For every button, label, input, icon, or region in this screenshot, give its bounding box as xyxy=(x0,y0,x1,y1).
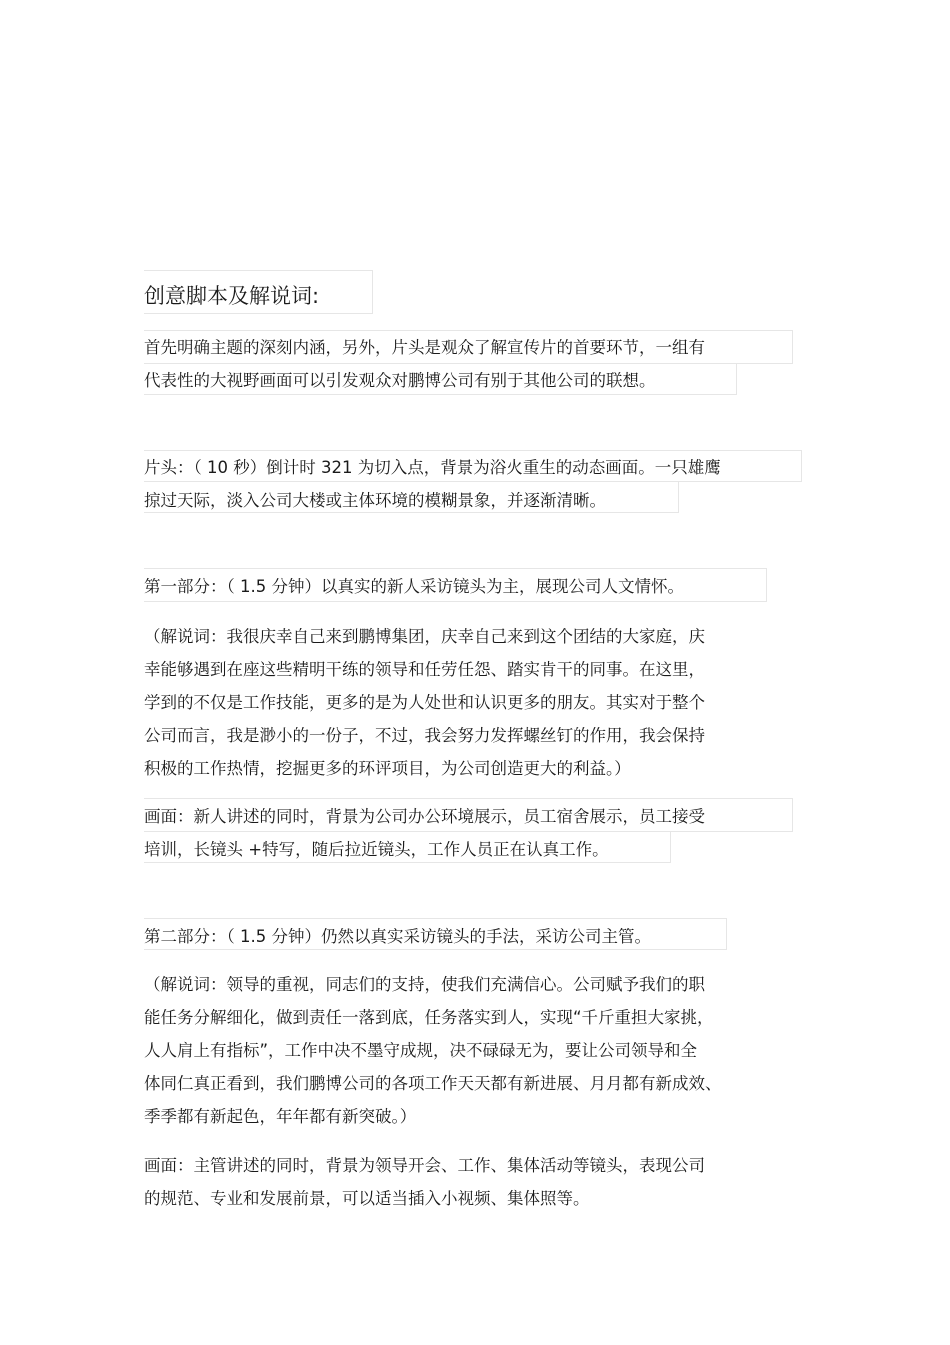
text-line: （解说词：我很庆幸自己来到鹏博集团，庆幸自己来到这个团结的大家庭，庆 xyxy=(144,627,705,646)
text-line: 人人肩上有指标”，工作中决不墨守成规，决不碌碌无为，要让公司领导和全 xyxy=(144,1041,698,1060)
text-line: 首先明确主题的深刻内涵，另外，片头是观众了解宣传片的首要环节，一组有 xyxy=(144,338,705,357)
part2-scene xyxy=(144,1149,784,1215)
intro-paragraph xyxy=(144,331,784,397)
text-line: 幸能够遇到在座这些精明干练的领导和任劳任怨、踏实肯干的同事。在这里， xyxy=(144,660,705,679)
section-heading: 第二部分：（ 1.5 分钟）仍然以真实采访镜头的手法，采访公司主管。 xyxy=(144,927,651,946)
text-line: 季季都有新起色，年年都有新突破。） xyxy=(144,1107,417,1126)
text-line: 掠过天际，淡入公司大楼或主体环境的模糊景象，并逐渐清晰。 xyxy=(144,491,606,510)
text-line: 公司而言，我是渺小的一份子，不过，我会努力发挥螺丝钉的作用，我会保持 xyxy=(144,726,705,745)
text-line: 积极的工作热情，挖掘更多的环评项目，为公司创造更大的利益。） xyxy=(144,759,631,778)
part2-narration xyxy=(144,968,784,1133)
opening-paragraph xyxy=(144,451,784,517)
text-line: 学到的不仅是工作技能，更多的是为人处世和认识更多的朋友。其实对于整个 xyxy=(144,693,705,712)
text-line: 能任务分解细化，做到责任一落到底，任务落实到人，实现“千斤重担大家挑， xyxy=(144,1008,714,1027)
text-line: 画面：主管讲述的同时，背景为领导开会、工作、集体活动等镜头，表现公司 xyxy=(144,1156,705,1175)
text-line: （解说词：领导的重视，同志们的支持，使我们充满信心。公司赋予我们的职 xyxy=(144,975,705,994)
text-line: 片头：（ 10 秒）倒计时 321 为切入点，背景为浴火重生的动态画面。一只雄鹰 xyxy=(144,458,721,477)
part1-heading xyxy=(144,570,784,603)
part1-scene xyxy=(144,800,784,866)
section-heading: 第一部分：（ 1.5 分钟）以真实的新人采访镜头为主，展现公司人文情怀。 xyxy=(144,577,684,596)
text-line: 画面：新人讲述的同时，背景为公司办公环境展示，员工宿舍展示，员工接受 xyxy=(144,807,705,826)
text-line: 培训，长镜头 +特写，随后拉近镜头，工作人员正在认真工作。 xyxy=(144,840,609,859)
part2-heading xyxy=(144,920,784,953)
page-title: 创意脚本及解说词: xyxy=(144,284,320,308)
text-line: 代表性的大视野画面可以引发观众对鹏博公司有别于其他公司的联想。 xyxy=(144,371,656,390)
text-line: 体同仁真正看到，我们鹏博公司的各项工作天天都有新进展、月月都有新成效、 xyxy=(144,1074,722,1093)
part1-narration xyxy=(144,620,784,785)
text-line: 的规范、专业和发展前景，可以适当插入小视频、集体照等。 xyxy=(144,1189,590,1208)
